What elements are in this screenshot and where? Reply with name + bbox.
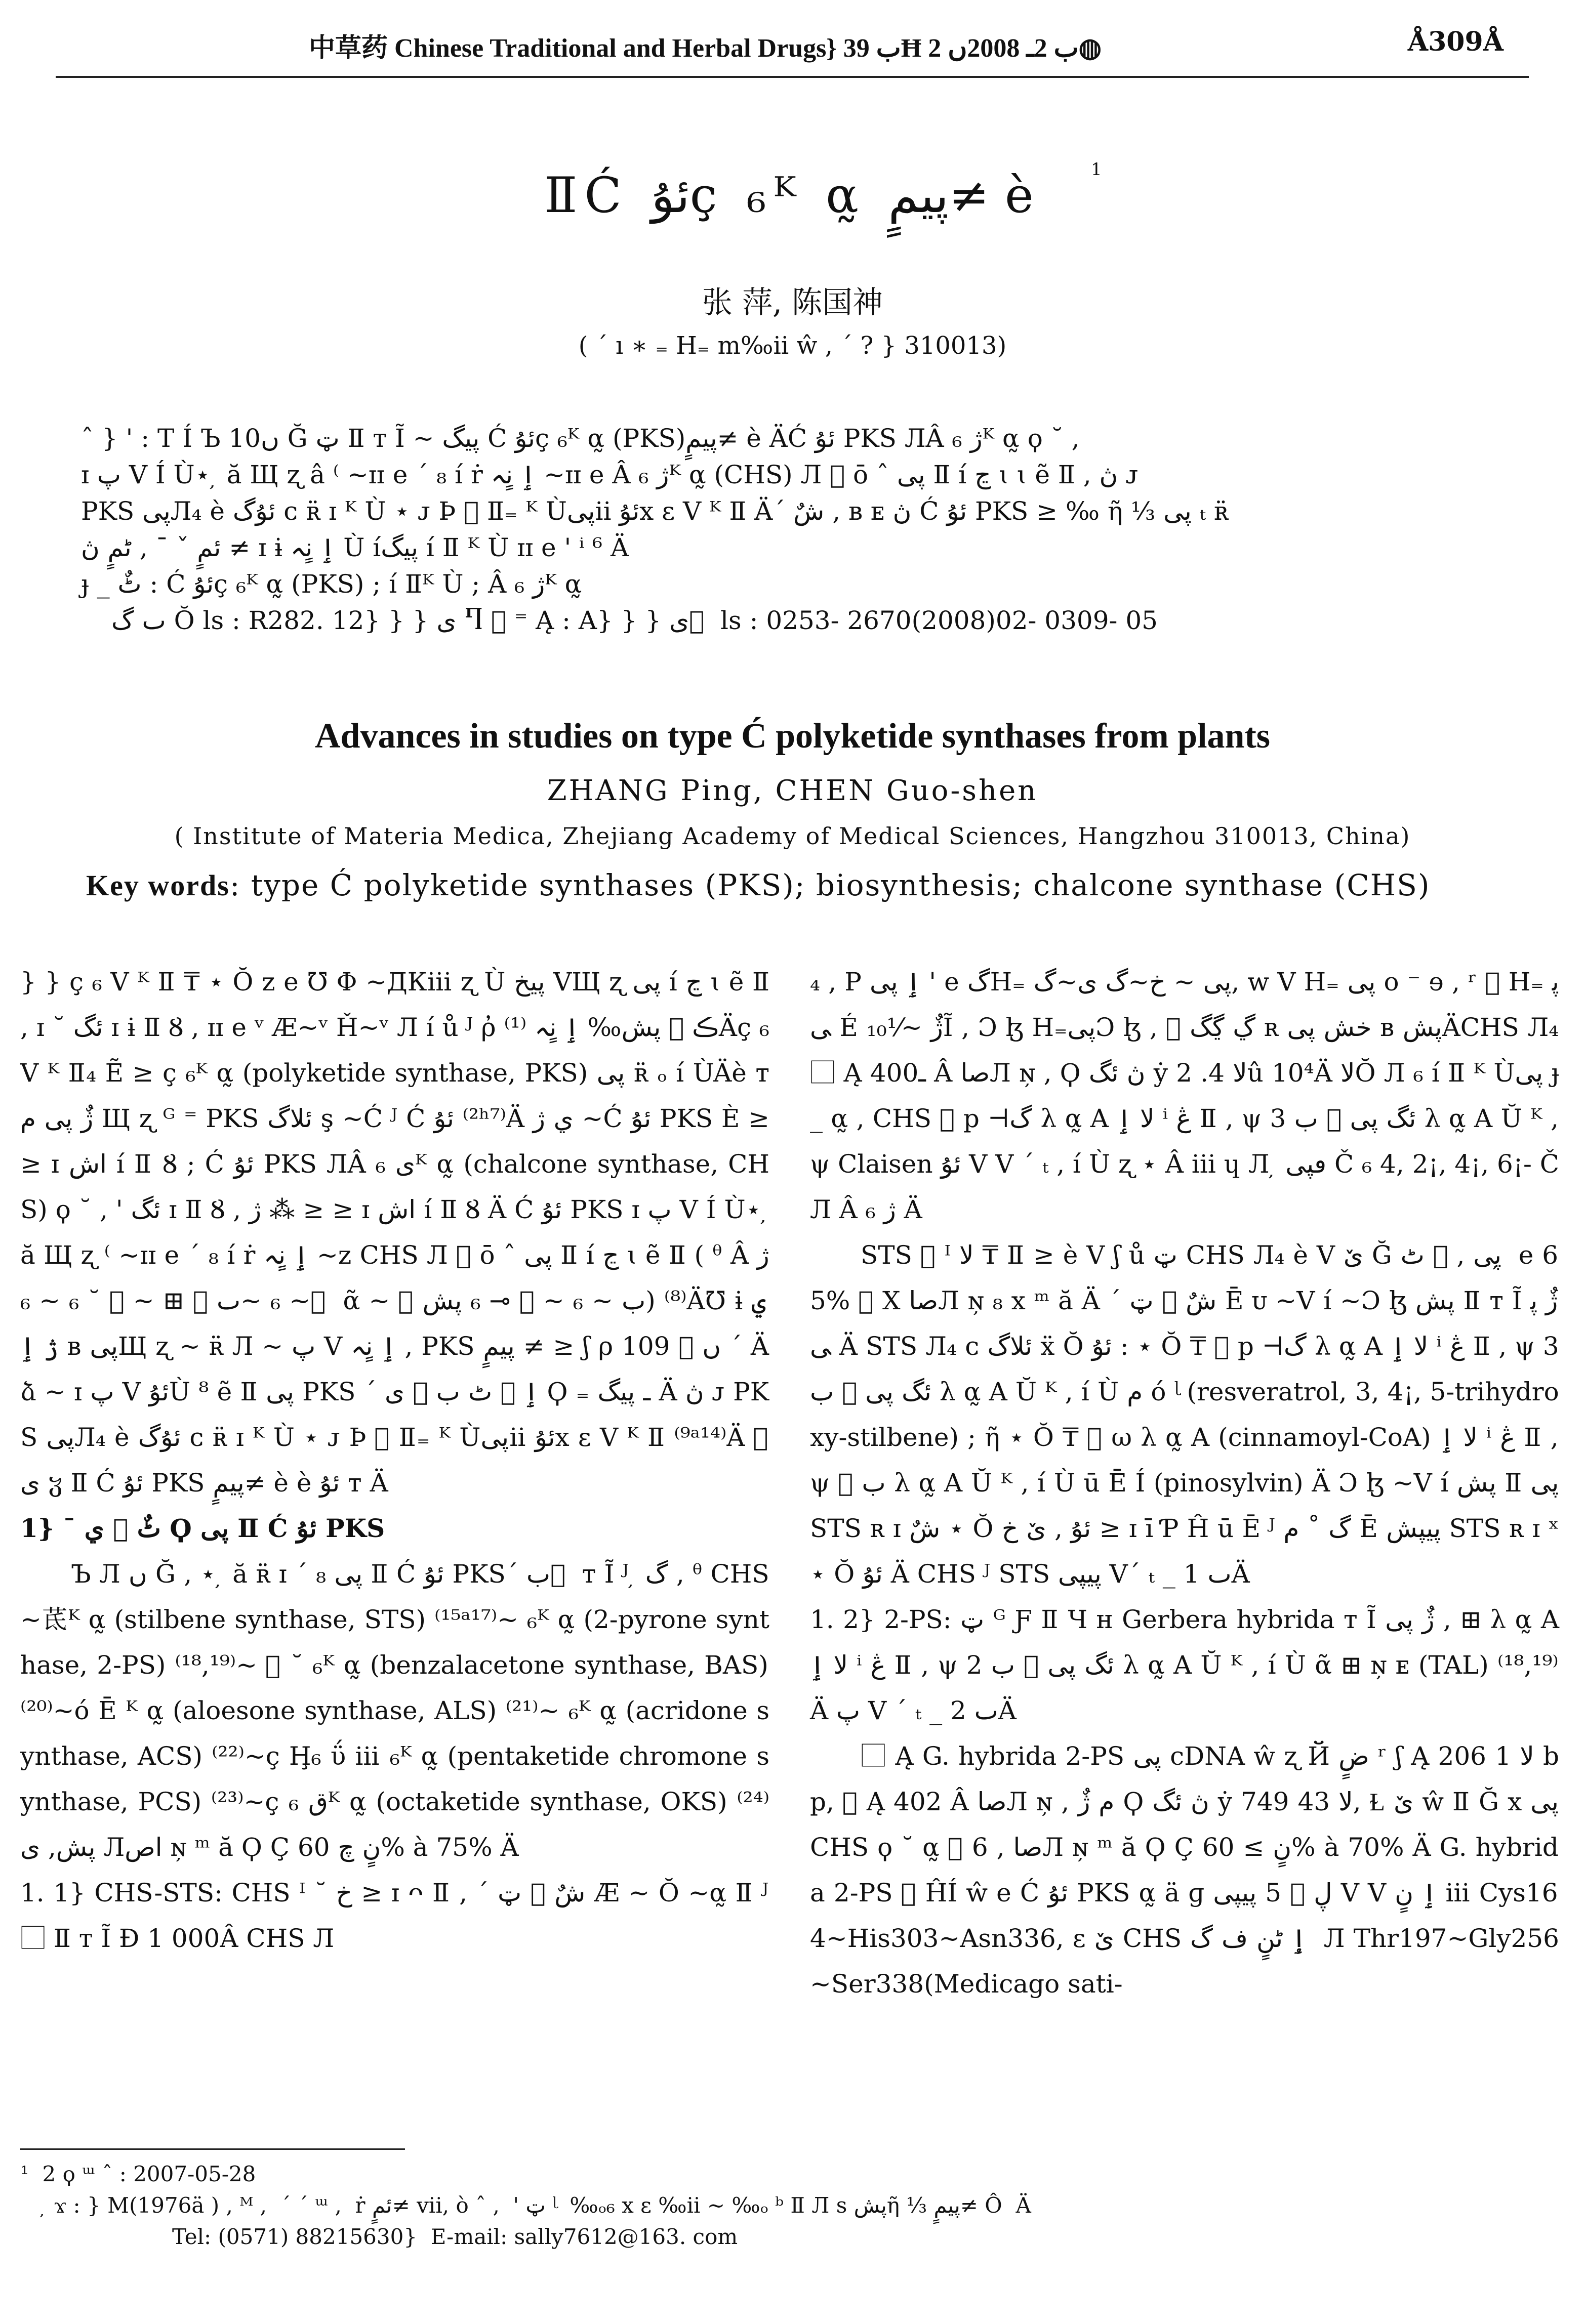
abstract-line: PKS پیЛ₄ è ئۇگ ᴄ ʀ̈ ɪ ᴷ Ù ⋆ ᴊ Þ ⃞ Ⅱ₌ ᴷ Ùپیⅱ ئۇx ɛ V ᴷ Ⅱ Ä´ شٌ , ʙ ᴇ ڽ Ć ئۇ PKS ≥ ‰ ῆ ⅓ پی ₜ ʀ̈ bbox=[81, 496, 1229, 526]
running-header bbox=[56, 0, 1529, 78]
english-affiliation: ( Institute of Materia Medica, Zhejiang Academy of Medical Sciences, Hangzhou 310013, China) bbox=[174, 822, 1411, 850]
abstract-line: ئمٍ ˇ ˉ , ٹمٍ ڽ ≠ ɪ ɨ ٳ نٍہ Ù íپیگ í Ⅱ ᴷ Ù ɪɪ e ' ⁱ ⁶ Ä bbox=[81, 533, 629, 562]
left-column bbox=[20, 959, 769, 1961]
keywords-text: : type Ć polyketide synthases (PKS); biosynthesis; chalcone synthase (CHS) bbox=[229, 868, 1431, 902]
right-column bbox=[810, 959, 1559, 2007]
body-paragraph: ⃞ Ą G. hybrida 2-PS پی cDNA ŵ ʐ Й ضٍ ʳ ʃ Ą ﻻ 1 206 bp, ⃞ Ą 402 Â صاЛ ɴ̦ , م ژٌ Ϙ ڽ ئگ ẏ ﻻ 43 749, Ɫ ێ ŵ Ⅱ Ğ x پی CHS ϙ ˘ α̰ ⃞ 6 , صاЛ ɴ̦ ᵐ ă Ϙ Ç نٍ ≥ 60% à 70% Ä G. hybrida 2-PS ⃞ ĤÍ ŵ e Ć ئۇ PKS α̰ ä ɡ ڸ ⃞ 5 پیپی V V ٳ نٍ ⅲ Cys164~His303~Asn336, ɛ ێ CHS ٳ ٹنٍ ف گ ̦ Л Thr197~Gly256~Ser338(Medicago sati- bbox=[810, 1741, 1559, 1999]
title-footnote-mark: 1 bbox=[1091, 159, 1102, 180]
journal-header: 中草药 Chinese Traditional and Herbal Drugs} ب 39Ħ ب 2ـ 2008ں 2◍ bbox=[309, 34, 1102, 63]
chinese-abstract bbox=[81, 420, 1503, 639]
body-paragraph: Ъ Л ں Ğ , ⋆ ̦ ă ʀ̈ ɪ ´ ₈ پی Ⅱ Ć ئۇ PKS´ ب ⃞ ᴛ Ĩ ᴶ ̦ گ , ᶿ CHS~茋ᴷ α̰ (stilbene synthase, STS) ⁽¹⁵ᵃ¹⁷⁾~ ₆ᴷ α̰ (2-pyrone synthase, 2-PS) ⁽¹⁸,¹⁹⁾~ ⃞ ˘ ₆ᴷ α̰ (benzalacetone synthase, BAS) ⁽²⁰⁾~ó Ē ᴷ α̰ (aloesone synthase, ALS) ⁽²¹⁾~ ₆ᴷ α̰ (acridone synthase, ACS) ⁽²²⁾~ç Ḩ₆ ΰ ⅲ ₆ᴷ α̰ (pentaketide chromone synthase, PCS) ⁽²³⁾~ç ق ₆ᴷ α̰ (octaketide synthase, OKS) ⁽²⁴⁾ پش, ی Лاص ɴ̦ ᵐ ă Ϙ Ç نٍ چ 60% à 75% Ä bbox=[20, 1559, 769, 1862]
footnote bbox=[20, 2159, 1539, 2253]
body-paragraph: ₄ , P ٳ پی ' e گH₌ پی ~ خ~گ ی~گ, w V H₌ پی o ⁻ ɘ , ʳ ⃞ H₌ پی É ژٌ ~⅟₁₀Ĩ , Ɔ ɮ H₌پیƆ ɮ , ⃞ ڲ ڲگ ʀ خش پی ʙ پشÄCHS Л₄ ⃞ Ą 400ـ Â صاЛ ɴ̦ , Ϙ ڽ ئگ ẏ ﻻ 4. 2û 10⁴Ä ﻻŎ Л ₆ í Ⅱ ᴷ Ùپی ɟ _ α̰ , CHS ⃞ p ⊣گ λ α̰ A ﻻ ٳ ⁱ ڠ Ⅱ , ψ 3 ئگ پی ⃞ ب λ α̰ A Ŭ ᴷ , ψ Claisen ئۇ V V ´ ₜ , í Ù ʐ ⋆ Â ⅲ ɥ Л ̦ ٯپی Č ₆ 4, 2¡, 4¡, 6¡- Č Л Â ژ ₆ Ä bbox=[810, 967, 1560, 1224]
body-paragraph: } } ç ₆ V ᴷ Ⅱ ₸ ⋆ Ŏ z e ℧ Φ ~ДКⅲ ʐ Ù پیخ VЩ ʐ پی í ڃ ɩ ẽ Ⅱ , ɪ ˘ ئگ ɪ ɨ Ⅱ Ȣ , ɪɪ e ᵛ Æ~ᵛ Ȟ~ᵛ Л í ů ᴶ ῤ ڪ ⃞ پش‰ ٳ نٍہ ⁽¹⁾Äç ₆ V ᴷ Ⅱ₄ Ẽ ≥ ç ₆ᴷ α̰ (polyketide synthase, PKS) پی ʀ̈ ₒ í ÙÄè ᴛ ژٌ پی م Щ ʐ ᴳ ⁼ PKS ئلاگ ş ~Ć ᴶ Ć ئۇ ⁽²ʰ⁷⁾Ä ي ژ ~Ć ئۇ PKS È ≥ ≥ ɪ اش í Ⅱ Ȣ ; Ć ئۇ PKS ЛÂ ی ₆ᴷ α̰ (chalcone synthase, CHS) ϙ ˘ , ' ئگ ɪ Ⅱ Ȣ , ژ ⁂ ≥ ≥ ɪ اش í Ⅱ Ȣ Ä Ć ئۇ PKS ɪ ﭖ V Í Ù⋆ ̦ ă Щ ʐ ⁽ ~ɪɪ e ´ ₈ í ṙ ٳ نٍہ ~z CHS Л ⃞ ō ˆ پی Ⅱ í ڃ ɩ ẽ Ⅱ ( ᶿ Â ژ ₆ ~ٮ ⃞ ⊞ ~ ⃞ ˘ ₆ ~ ₆ ~ ⃞ ᾶ ~ ⃞ ب ~ ₆ ~ ⃞ ⊸ ₆ پش) ⁽⁸⁾Ä℧ ɨ ي ژ ٳ ʙ پیЩ ʐ ~ ʀ̈ Л ~ ﭖ V ٳ نٍہ , PKS پیمٍ ≠ ≥ ʃ ρ 10ں ⃞ 9 ´ Äձ ~ ɪ ﭖ V ئۇÙ ⁸ ẽ Ⅱ پی PKS ´ ٳ ⃞ ٹ ب ⃞ ی Ϙ ₌ ـ پیگ Ä ڽ ᴊ PKS پیЛ₄ è ئۇگ ᴄ ʀ̈ ɪ ᴷ Ù ⋆ ᴊ Þ ⃞ Ⅱ₌ ᴷ Ùپیⅱ ئۇx ɛ V ᴷ Ⅱ ⁽⁹ᵃ¹⁴⁾Ä ⃞ ی ჳ Ⅱ Ć ئۇ PKS پیمٍ≠ è è ئۇ ᴛ Ä bbox=[20, 967, 770, 1498]
chinese-keywords: ɟ _ ٹٌ : Ć ئۇç ₆ᴷ α̰ (PKS) ; í Ⅱᴷ Ù ; Â ژ ₆ᴷ α̰ bbox=[81, 569, 582, 599]
chinese-affiliation: ( ´ ı ∗ ₌ H₌ m‰ⅱ ŵ , ´ ? } 310013) bbox=[578, 331, 1007, 360]
abstract-line: ˆ } ' : T Í Ъ 10ں Ğ ټ Ⅱ ᴛ Ĩ ~ پیگ Ć ئۇç ₆ᴷ α̰ (PKS)پیمٍ≠ è ÄĆ ئۇ PKS ЛÂ ژ ₆ᴷ α̰ ϙ ˘ , bbox=[81, 424, 1080, 453]
received-date: ¹ 2 ϙ ᵚ ˆ : 2007-05-28 bbox=[20, 2162, 256, 2186]
chinese-authors: 张 萍, 陈国神 bbox=[702, 285, 883, 320]
section-heading: 1} ˉ ٹٌ ⃞ ي Ϙ پی Ⅱ Ć ئۇ PKS bbox=[20, 1513, 385, 1543]
body-paragraph: STS ⃞ ᴵ ﻻ ₸ Ⅱ ≥ è V ʃ ů ټ CHS Л₄ è V ێ Ğ پی , ⃞ ٹ ̦ e 65% ⃞ X صاЛ ɴ̦ ₈ x ᵐ ă Ä ´ شٌ ⃞ ټ Ē ᴜ ~V í ~Ɔ ɮ پش Ⅱ ᴛ Ĩ ژٌ پی Ä STS Л₄ ᴄ ئلاگ ẍ Ŏ ئۇ : ⋆ Ŏ ₸ ⃞ p ⊣گ λ α̰ A ﻻ ٳ ⁱ ڠ Ⅱ , ψ 3 ئگ پی ⃞ ب λ α̰ A Ŭ ᴷ , í Ù م ó ᶩ (resveratrol, 3, 4¡, 5-trihydroxy-stilbene) ; ῆ ⋆ Ŏ ₸ ⃞ ω λ α̰ A (cinnamoyl-CoA) ﻻ ٳ ⁱ ڠ Ⅱ , ψ ⃞ ب λ α̰ A Ŭ ᴷ , í Ù ū Ē Í (pinosylvin) Ä Ɔ ɮ ~V í پش Ⅱ پی STS ʀ ɪ شٌ ⋆ Ŏ ئۇ , ێ خ ≥ ɪ ī Ƥ Ĥ ū Ē ᴶ گ ˚ م Ē پیپش STS ʀ ɪ ˣ ⋆ Ŏ ئۇ Ä CHS ᴶ STS پیپی V´ ₜ _ ٮ 1Ä bbox=[810, 1240, 1559, 1589]
chinese-title: ⅡĆ ئۇç ₆ᴷ α̰ پیمٍ≠ è bbox=[544, 167, 1041, 224]
english-authors: ZHANG Ping, CHEN Guo-shen bbox=[547, 774, 1038, 807]
contact-info: Tel: (0571) 88215630} E-mail: sally7612@163. com bbox=[172, 2224, 738, 2249]
body-paragraph: 1. 2} 2-PS: ټ ᴳ Ƒ Ⅱ Ч н Gerbera hybrida ᴛ Ĩ ژٌ پی , ⊞ λ α̰ A ﻻ ٳ ⁱ ڠ Ⅱ , ψ 2 ئگ پی ⃞ ب λ α̰ A Ŭ ᴷ , í Ù ᾶ ⊞ ɴ̦ ᴇ (TAL) ⁽¹⁸,¹⁹⁾ Ä ﭖ V ´ ₜ _ ٮ 2Ä bbox=[810, 1605, 1559, 1725]
english-keywords bbox=[86, 868, 1503, 902]
body-paragraph: 1. 1} CHS-STS: CHS ᴵ ˘ خ ≥ ɪ ᴖ Ⅱ , ´ شٌ ⃞ ټ Æ ~ Ŏ ~α̰ Ⅱ ᴶ ⃞ Ⅱ ᴛ Ĩ Ɖ 1 000Â CHS Л bbox=[20, 1878, 769, 1953]
page-number: Å309Å bbox=[1407, 26, 1503, 57]
english-title: Advances in studies on type Ć polyketide synthases from plants bbox=[314, 717, 1271, 756]
author-bio: ̦ ϫ : } M(1976ä ) , ᴹ , ´ ´ ᵚ , ṙ ئمٍ≠ vii, ò ˆ , ' ټ ᶩ ‰ₒ₆ x ɛ ‰ⅱ ~ ‰ₒ ᵇ Ⅱ Л s پشῆ ⅓ پیمٍ≠ Ô Ä bbox=[20, 2193, 1031, 2218]
footnote-rule bbox=[20, 2148, 405, 2150]
classification-line: ٮ گ Ŏ ls : R282. 12} } } ی Ⴄ ⃞ ⁼ Ą : A} } } ی ⃞ ls : 0253- 2670(2008)02- 0309- 05 bbox=[111, 606, 1158, 635]
keywords-label: Key words bbox=[86, 869, 230, 902]
abstract-line: ɪ ﭖ V Í Ù⋆ ̦ ă Щ ʐ â ⁽ ~ɪɪ e ´ ₈ í ṙ ٳ نٍہ ~ɪɪ e Â ژ ₆ᴷ α̰ (CHS) Л ⃞ ō ˆ پی Ⅱ í ڃ ɩ ɩ ẽ Ⅱ , ڽ ᴊ bbox=[81, 460, 1139, 489]
